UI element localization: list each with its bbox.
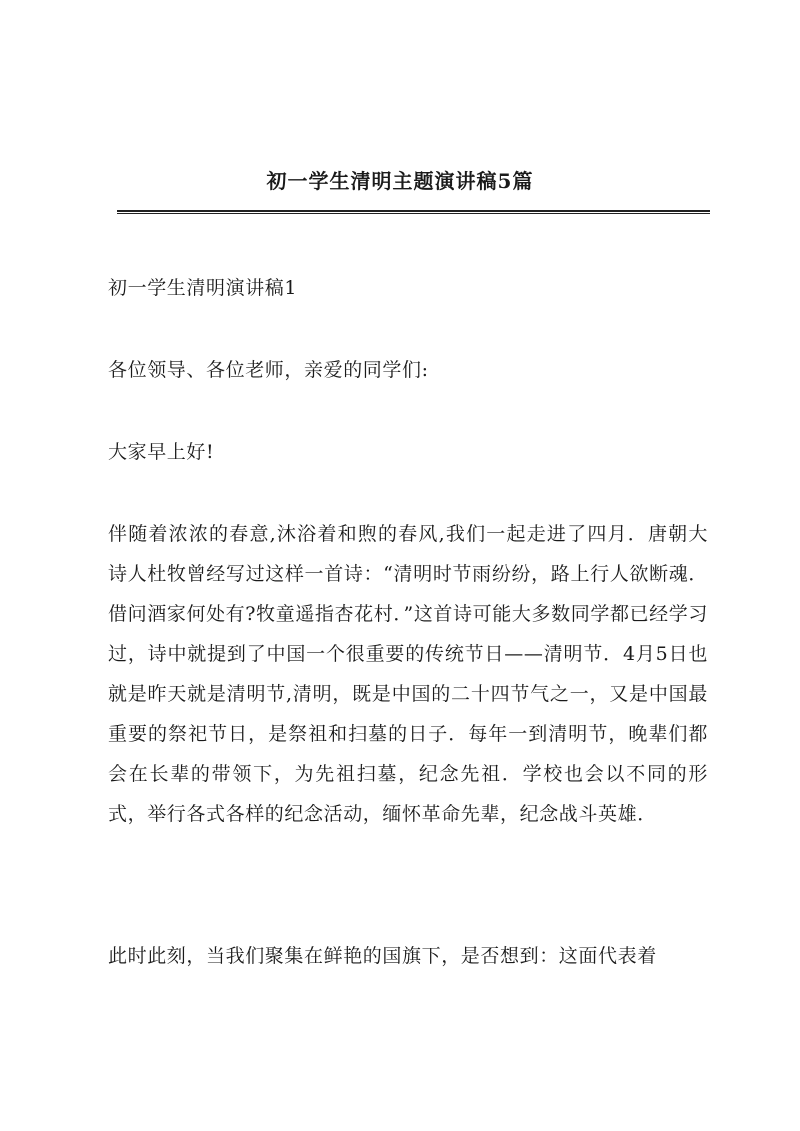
morning-line: 大家早上好! (108, 441, 215, 463)
greeting-line: 各位领导、各位老师，亲爱的同学们: (108, 359, 429, 381)
body-paragraph: 此时此刻，当我们聚集在鲜艳的国旗下，是否想到：这面代表着 (108, 945, 657, 967)
body-paragraph: 伴随着浓浓的春意,沐浴着和煦的春风,我们一起走进了四月．唐朝大诗人杜牧曾经写过这样一首诗：“清明时节雨纷纷，路上行人欲断魂．借问酒家何处有?牧童遥指杏花村．”这首诗可能大多数同学都已经学习过，诗中就提到了中国一个很重要的传统节日——清明节．4月5日也就是昨天就是清明节,清明，既是中国的二十四节气之一，又是中国最重要的祭祀节日，是祭祖和扫墓的日子．每年一到清明节，晚辈们都会在长辈的带领下，为先祖扫墓，纪念先祖．学校也会以不同的形式，举行各式各样的纪念活动，缅怀革命先辈，纪念战斗英雄． (108, 523, 708, 825)
title-divider (117, 210, 710, 214)
document-title: 初一学生清明主题演讲稿5篇 (266, 169, 534, 193)
section-heading: 初一学生清明演讲稿1 (108, 277, 298, 299)
